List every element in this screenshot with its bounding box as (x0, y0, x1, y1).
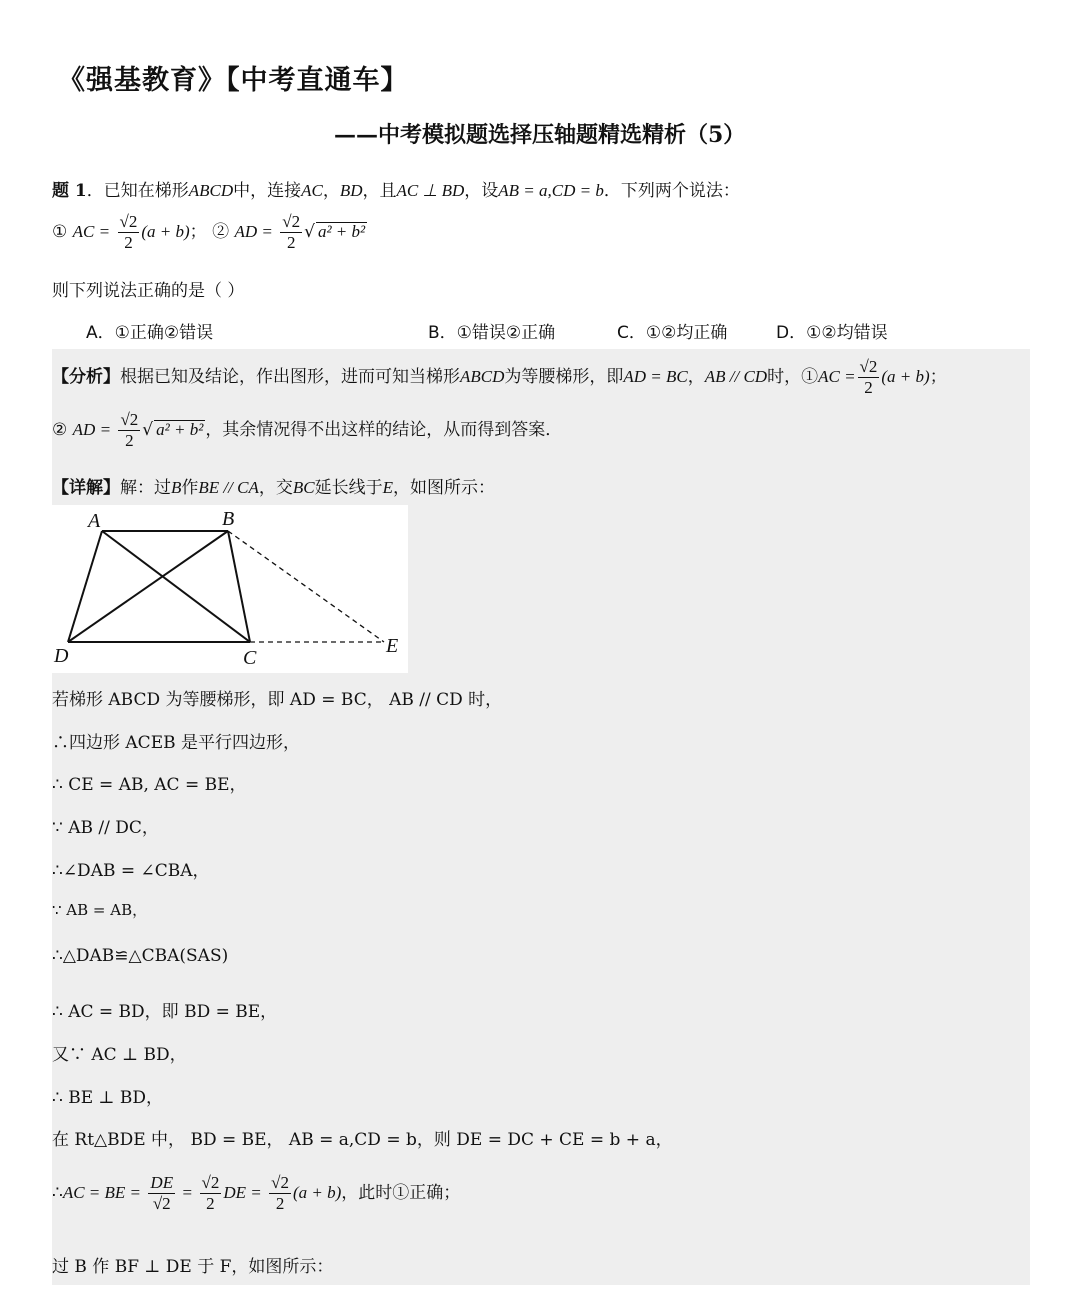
option-a[interactable]: A．①正确②错误 (86, 323, 214, 343)
analysis-label: 【分析】 (52, 367, 120, 387)
label-c: C (243, 647, 257, 669)
radicand: a² + b² (317, 222, 366, 241)
label-d: D (54, 645, 69, 667)
proof-step: 又∵ AC ⊥ BD， (52, 1045, 187, 1065)
option-d[interactable]: D．①②均错误 (776, 323, 888, 343)
page-subtitle: ——中考模拟题选择压轴题精选精析（5） (334, 122, 746, 148)
proof-step: ∴△DAB≌△CBA(SAS) (52, 946, 229, 966)
proof-step: ∴ AC = BD，即 BD = BE， (52, 1002, 278, 1022)
trapezoid-figure (52, 505, 408, 673)
proof-step: ∴四边形 ACEB 是平行四边形， (52, 733, 300, 753)
question-prompt: 则下列说法正确的是（ ） (52, 281, 245, 301)
label-a: A (88, 510, 101, 532)
segment-be-dashed (228, 531, 384, 642)
fraction-sqrt2-over-2: $\frac{√2}{2}$ (282, 212, 301, 252)
label-e: E (386, 635, 399, 657)
last-line: 过 B 作 BF ⊥ DE 于 F，如图所示： (52, 1257, 334, 1277)
claims-line: ① AC = $\frac{√2}{2}$ (a + b)； ② AD = $\frac{√2}{2}$ √ a² + b² (52, 212, 366, 252)
option-b[interactable]: B．①错误②正确 (428, 323, 556, 343)
diagonal-bd (68, 531, 228, 642)
final-equation: ∴AC = BE = $\frac{DE}{√2}$ = $\frac{√2}{2}$ DE = $\frac{√2}{2}$ (a + b)，此时①正确； (52, 1173, 461, 1213)
question-stem: 题 1．已知在梯形ABCD中，连接AC，BD，且AC ⊥ BD，设AB = a,CD = b．下列两个说法： (52, 181, 740, 201)
proof-step: ∴∠DAB = ∠CBA， (52, 861, 210, 881)
fraction-de-over-sqrt2: $\frac{DE}{√2}$ (150, 1173, 174, 1213)
option-c[interactable]: C．①②均正确 (617, 323, 728, 343)
trapezoid-diagram (52, 505, 408, 673)
proof-step: ∵ AB // DC， (52, 818, 159, 838)
question-label: 题 1 (52, 181, 87, 201)
edge-ad (68, 531, 102, 642)
detail-line: 【详解】解：过B作BE // CA，交BC延长线于E，如图所示： (52, 478, 495, 498)
label-b: B (222, 508, 235, 530)
fraction-sqrt2-over-2: $\frac{√2}{2}$ (119, 212, 138, 252)
proof-step: ∵ AB = AB， (52, 901, 148, 919)
proof-step: 在 Rt△BDE 中， BD = BE， AB = a,CD = b，则 DE = DC + CE = b + a， (52, 1130, 673, 1150)
analysis-line-1: 【分析】根据已知及结论，作出图形，进而可知当梯形ABCD为等腰梯形，即AD = BC，AB // CD时，①AC = $\frac{√2}{2}$ (a + b)； (52, 357, 947, 397)
proof-step: ∴ BE ⊥ BD， (52, 1088, 164, 1108)
analysis-line-2: ② AD = $\frac{√2}{2}$ √ a² + b² ，其余情况得不出这样的结论，从而得到答案． (52, 410, 563, 450)
proof-step: ∴ CE = AB, AC = BE， (52, 775, 247, 795)
proof-step: 若梯形 ABCD 为等腰梯形，即 AD = BC， AB // CD 时， (52, 690, 503, 710)
diagonal-ac (102, 531, 250, 642)
edge-bc (228, 531, 250, 642)
page-title: 《强基教育》【中考直通车】 (58, 65, 409, 96)
detail-label: 【详解】 (52, 478, 120, 498)
